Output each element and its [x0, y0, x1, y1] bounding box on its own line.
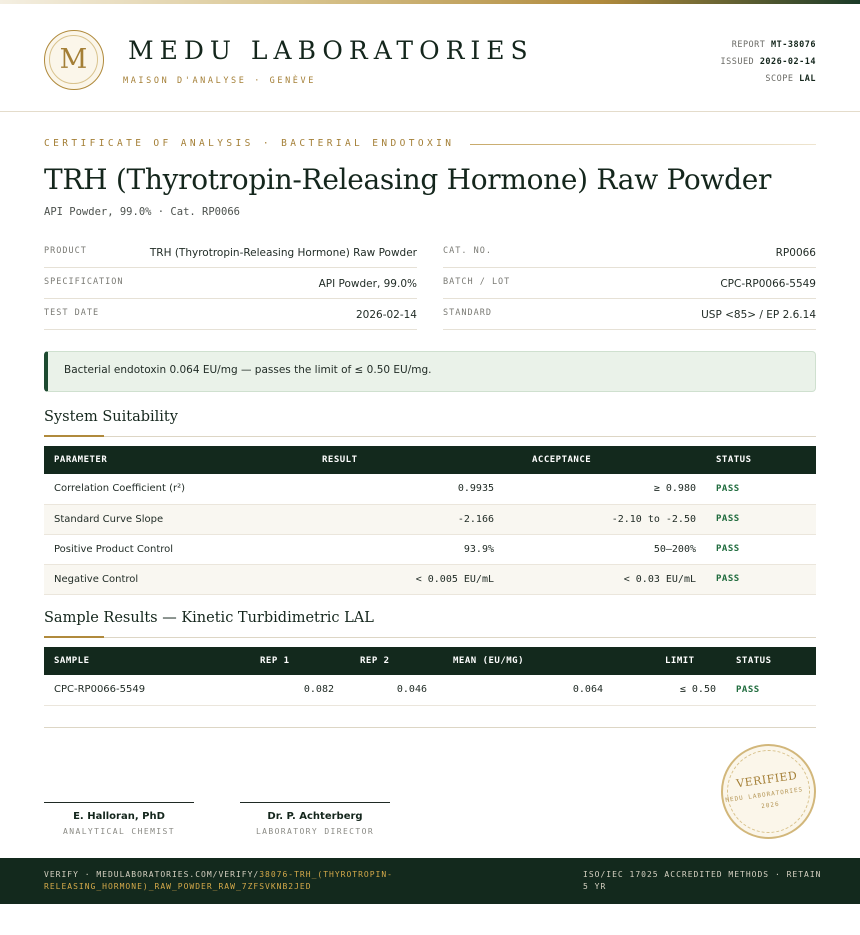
info-value: USP <85> / EP 2.6.14	[701, 309, 816, 321]
brand-name: MEDU LABORATORIES	[128, 36, 534, 65]
meta-issued: ISSUED 2026-02-14	[720, 57, 816, 67]
col-mean: MEAN (EU/MG)	[437, 647, 613, 675]
info-row-batch	[443, 268, 816, 299]
info-value: API Powder, 99.0%	[318, 278, 417, 290]
info-row-cat-no	[443, 237, 816, 268]
cell-rep1: 0.082	[244, 675, 344, 705]
verify-code: 38076-TRH_(THYROTROPIN-RELEASING_HORMONE)_RAW_POWDER_RAW_7ZFSVKNB2JED	[44, 870, 393, 891]
col-limit: LIMIT	[613, 647, 726, 675]
info-value: 2026-02-14	[355, 309, 417, 321]
seal-text: VERIFIED	[735, 768, 799, 791]
info-label: SPECIFICATION	[44, 277, 124, 287]
col-result: RESULT	[284, 446, 504, 474]
col-rep2: REP 2	[344, 647, 437, 675]
info-label: TEST DATE	[44, 308, 100, 318]
section-accent	[44, 435, 104, 437]
info-value: CPC-RP0066-5549	[720, 278, 816, 290]
info-label: PRODUCT	[44, 246, 87, 256]
col-sample: SAMPLE	[44, 647, 244, 675]
cell-result: 93.9%	[284, 534, 504, 564]
info-value: RP0066	[775, 247, 816, 259]
section-accent	[44, 636, 104, 638]
signature-name: Dr. P. Achterberg	[267, 811, 363, 822]
cell-result: < 0.005 EU/mL	[284, 564, 504, 594]
cell-acceptance: ≥ 0.980	[504, 474, 706, 504]
verify-label: VERIFY · MEDULABORATORIES.COM/VERIFY/	[44, 870, 260, 879]
certificate-eyebrow	[44, 137, 816, 153]
info-label: CAT. NO.	[443, 246, 492, 256]
signature-director	[240, 802, 390, 836]
cell-parameter: Standard Curve Slope	[44, 504, 284, 534]
lab-logo	[44, 30, 104, 90]
page-subtitle: API Powder, 99.0% · Cat. RP0066	[44, 206, 240, 218]
signature-divider	[44, 727, 816, 728]
section-title-samples: Sample Results — Kinetic Turbidimetric LAL	[44, 610, 374, 626]
table-row	[44, 474, 816, 504]
col-status: STATUS	[726, 647, 816, 675]
col-status: STATUS	[706, 446, 816, 474]
eyebrow-divider	[470, 144, 816, 145]
section-title-suitability: System Suitability	[44, 409, 178, 425]
cell-acceptance: < 0.03 EU/mL	[504, 564, 706, 594]
col-acceptance: ACCEPTANCE	[504, 446, 706, 474]
table-header-row	[44, 647, 816, 675]
samples-table	[44, 647, 816, 706]
logo-letter: M	[59, 44, 88, 75]
status-badge: PASS	[706, 534, 816, 564]
product-info-right	[443, 237, 816, 330]
eyebrow-text: CERTIFICATE OF ANALYSIS · BACTERIAL ENDOTOXIN	[44, 138, 455, 149]
cell-rep2: 0.046	[344, 675, 437, 705]
cell-result: 0.9935	[284, 474, 504, 504]
cell-sample: CPC-RP0066-5549	[44, 675, 244, 705]
info-row-test-date	[44, 299, 417, 330]
section-rule	[44, 637, 816, 638]
signature-role: LABORATORY DIRECTOR	[255, 827, 375, 836]
cell-parameter: Correlation Coefficient (r²)	[44, 474, 284, 504]
report-meta	[720, 37, 816, 88]
info-row-standard	[443, 299, 816, 330]
suitability-table	[44, 446, 816, 595]
info-row-specification	[44, 268, 417, 299]
letterhead	[0, 4, 860, 112]
info-label: STANDARD	[443, 308, 492, 318]
verify-link[interactable]	[44, 869, 464, 893]
meta-report: REPORT MT-38076	[731, 40, 816, 50]
page-title: TRH (Thyrotropin-Releasing Hormone) Raw Powder	[44, 163, 772, 196]
cell-parameter: Positive Product Control	[44, 534, 284, 564]
brand-tagline: MAISON D'ANALYSE · GENÈVE	[123, 76, 316, 86]
cell-acceptance: -2.10 to -2.50	[504, 504, 706, 534]
table-row	[44, 564, 816, 594]
footer	[0, 858, 860, 904]
col-parameter: PARAMETER	[44, 446, 284, 474]
accreditation-note: ISO/IEC 17025 ACCREDITED METHODS · RETAIN 5 YR	[583, 870, 822, 891]
info-label: BATCH / LOT	[443, 277, 511, 287]
cell-acceptance: 50–200%	[504, 534, 706, 564]
status-badge: PASS	[706, 504, 816, 534]
signature-analyst	[44, 802, 194, 836]
table-row	[44, 534, 816, 564]
col-rep1: REP 1	[244, 647, 344, 675]
table-header-row	[44, 446, 816, 474]
cell-mean: 0.064	[437, 675, 613, 705]
signature-role: ANALYTICAL CHEMIST	[63, 827, 175, 836]
product-info-left	[44, 237, 417, 330]
status-badge: PASS	[726, 675, 816, 705]
info-row-product	[44, 237, 417, 268]
table-row	[44, 675, 816, 705]
verified-seal	[715, 738, 822, 845]
result-banner-text: Bacterial endotoxin 0.064 EU/mg — passes the limit of ≤ 0.50 EU/mg.	[64, 364, 432, 376]
table-row	[44, 504, 816, 534]
cell-result: -2.166	[284, 504, 504, 534]
result-banner	[44, 351, 816, 392]
cell-parameter: Negative Control	[44, 564, 284, 594]
status-badge: PASS	[706, 564, 816, 594]
seal-subtext: MEDU LABORATORIES · 2026	[725, 784, 813, 811]
section-rule	[44, 436, 816, 437]
meta-scope: SCOPE LAL	[765, 74, 816, 84]
info-value: TRH (Thyrotropin-Releasing Hormone) Raw Powder	[149, 247, 417, 259]
status-badge: PASS	[706, 474, 816, 504]
signature-name: E. Halloran, PhD	[73, 811, 165, 822]
cell-limit: ≤ 0.50	[613, 675, 726, 705]
